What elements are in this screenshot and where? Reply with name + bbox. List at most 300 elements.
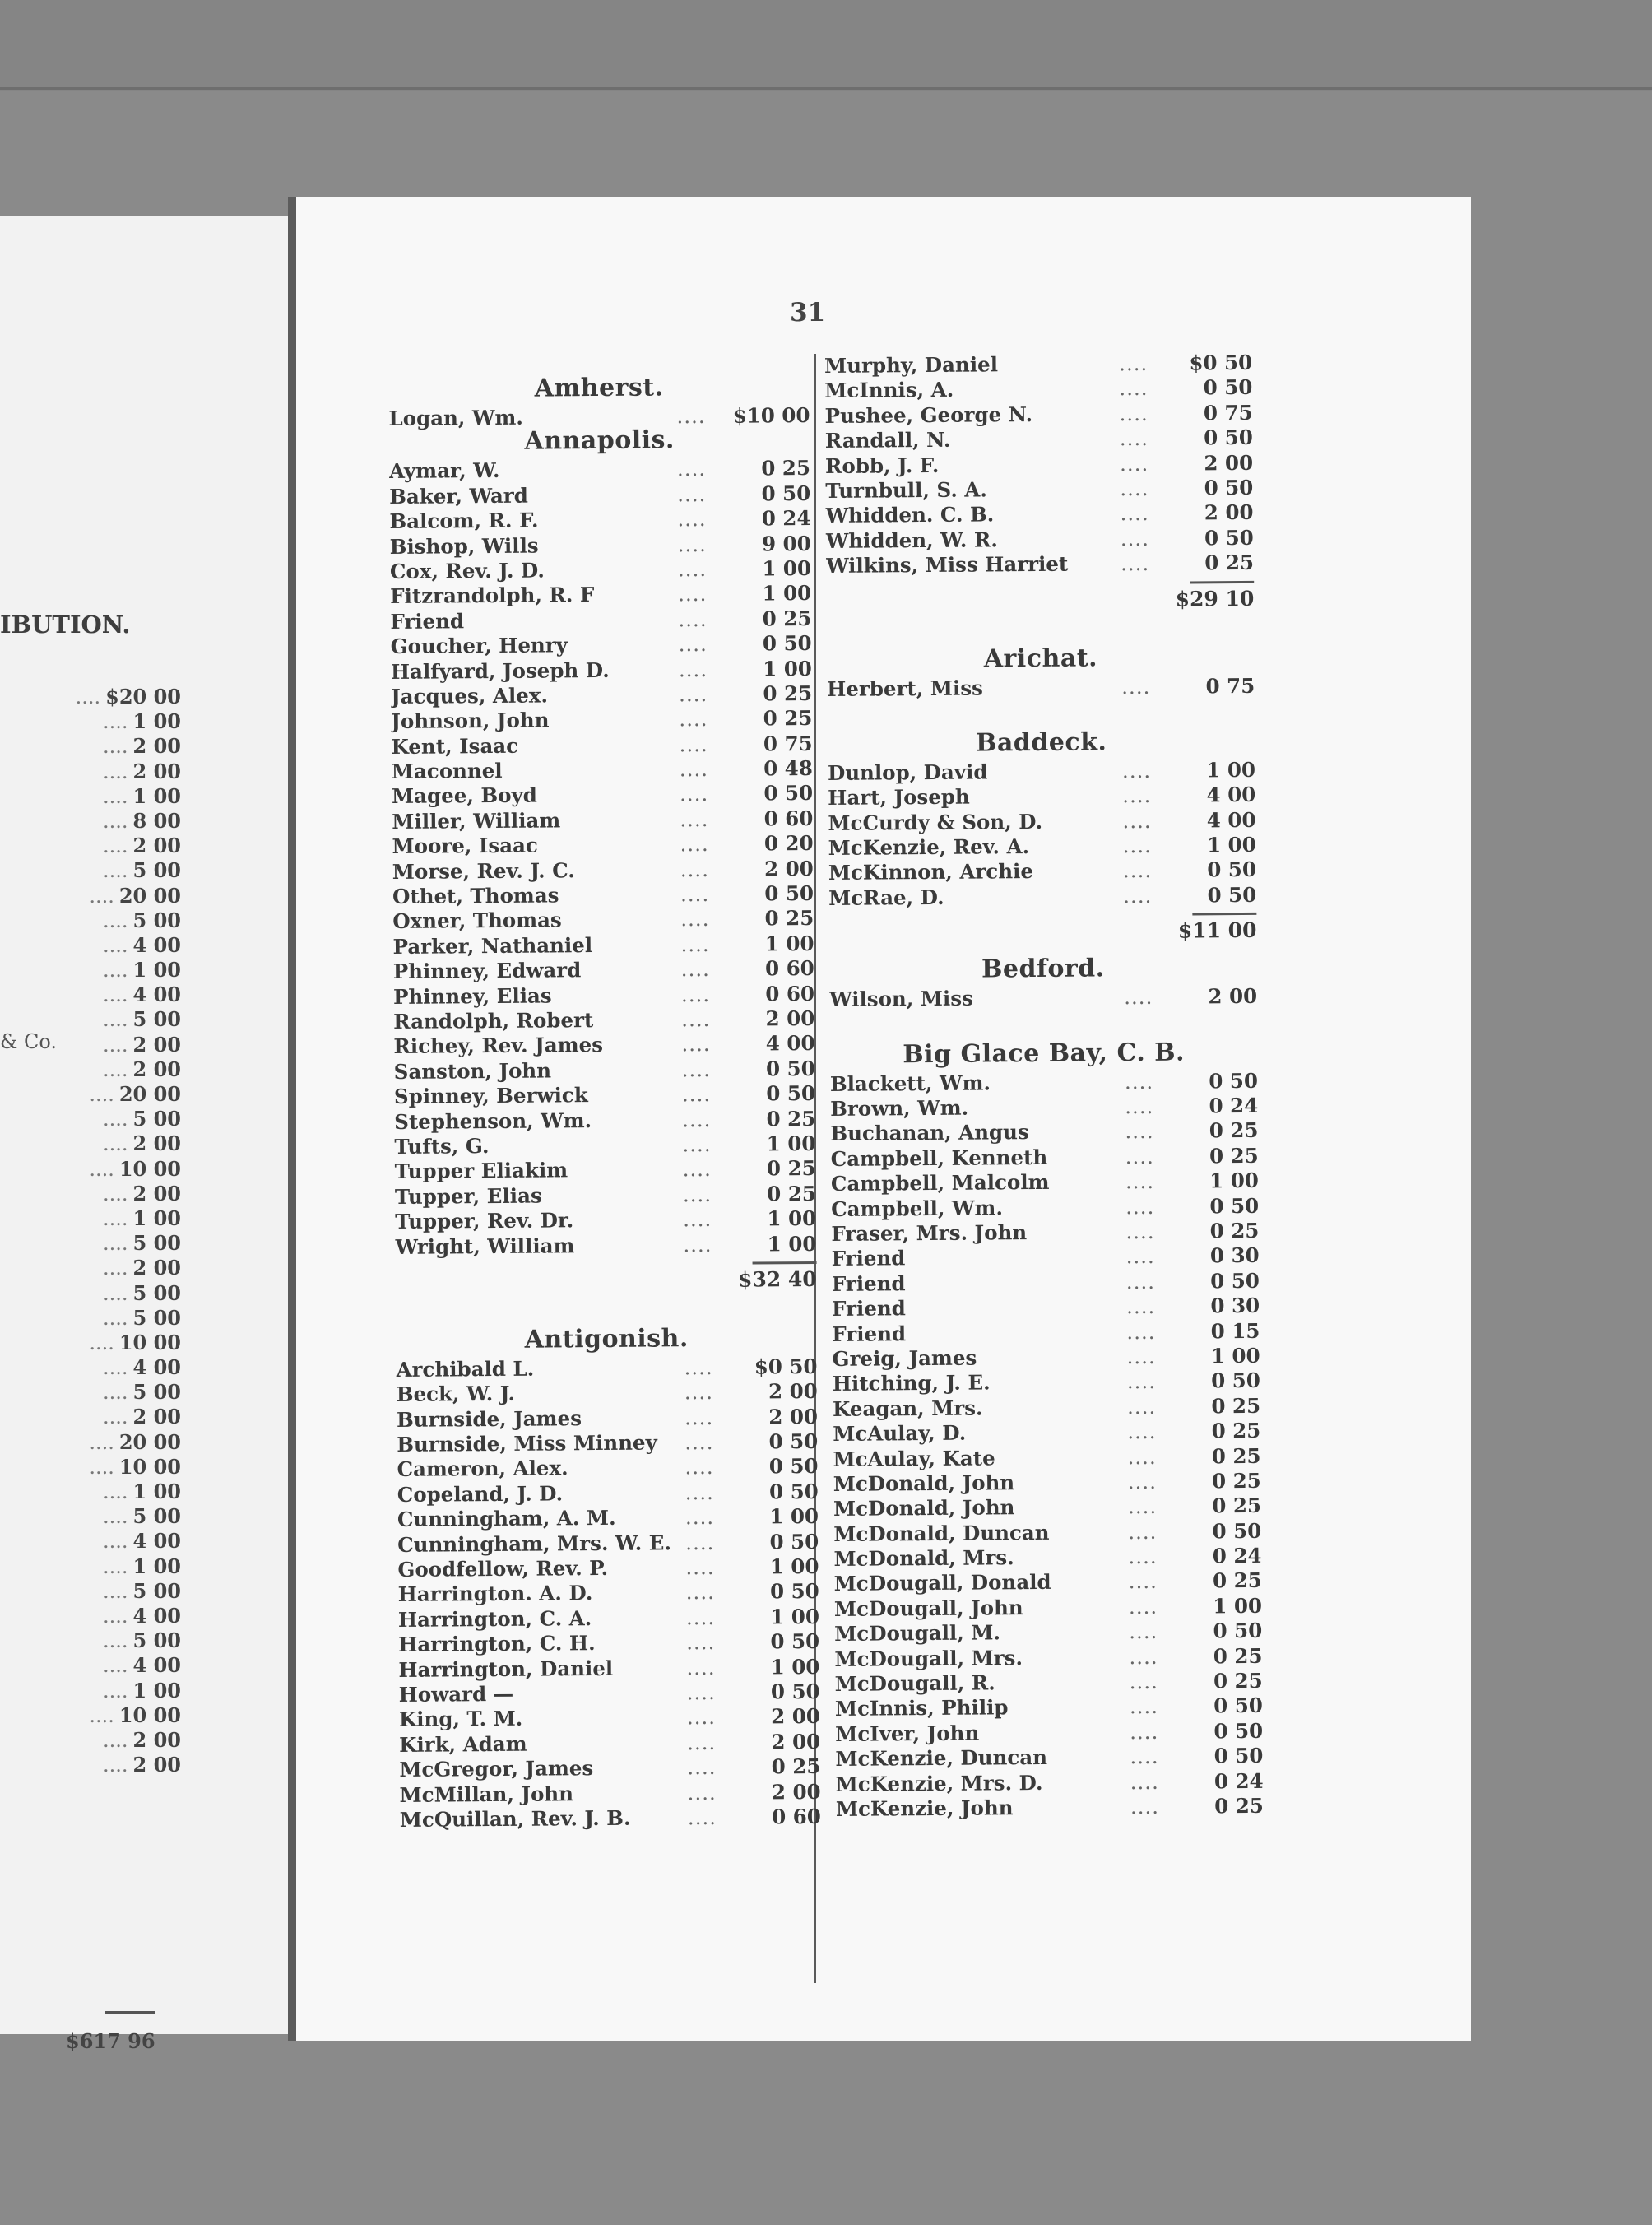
page-number: 31 [790,298,826,327]
list-entry [392,831,813,859]
entry-amount: 0 50 [1213,1693,1264,1718]
entry-amount: 0 75 [1203,400,1253,425]
entry-amount: 1 00 [767,1231,817,1256]
leader-dots: .... [685,1554,715,1580]
left-amount: 10 00 [118,1330,181,1354]
entry-amount: 0 50 [1213,1718,1264,1744]
leader-dots: .... [1130,1769,1159,1794]
list-entry [833,1469,1261,1497]
list-entry [832,1318,1260,1346]
list-entry [396,1354,817,1382]
entry-name: Pushee, George N. [824,402,1033,428]
baddeck-total-rule [1192,913,1256,916]
entry-amount: 0 30 [1210,1294,1260,1318]
leader-dots: .... [681,1082,712,1107]
list-entry [834,1594,1262,1622]
left-amount-row [49,884,181,908]
entry-name: Sanston, John [393,1058,552,1084]
entry-name: Kent, Isaac [391,733,519,759]
list-entry [389,481,810,509]
entry-amount: 1 00 [766,1131,816,1156]
entry-amount: 0 25 [766,1106,816,1131]
left-amount: 5 00 [132,1380,181,1405]
list-entry [828,808,1255,836]
leader-dots: .... [1128,1519,1158,1544]
leader-dots: .... [103,1405,128,1429]
entry-name: Goucher, Henry [390,633,568,659]
background-line [0,87,1652,90]
leader-dots: .... [1125,1294,1156,1319]
left-amount-row [49,1331,181,1355]
entry-amount: 0 25 [1212,1568,1262,1593]
leader-dots: .... [683,1207,712,1232]
left-amount-row [49,834,181,858]
entry-amount: 0 50 [1211,1368,1260,1393]
list-entry [836,1794,1264,1822]
leader-dots: .... [679,757,709,782]
list-entry [390,581,811,609]
list-entry [834,1568,1262,1596]
leader-dots: .... [677,556,708,582]
entry-amount: 1 00 [764,931,814,956]
entry-amount: 9 00 [761,531,811,556]
list-entry [390,532,811,560]
left-amount: 10 00 [118,1156,181,1181]
entry-amount: 0 24 [1212,1543,1262,1568]
entry-name: Keagan, Mrs. [832,1396,983,1421]
entry-name: Howard — [398,1681,514,1707]
list-entry [397,1405,818,1433]
entry-name: Phinney, Edward [392,958,582,984]
leader-dots: .... [89,1455,114,1479]
left-amount-row [49,1380,181,1405]
list-entry [399,1754,820,1782]
leader-dots: .... [686,1655,716,1679]
leader-dots: .... [89,1703,114,1727]
list-entry [830,1118,1258,1146]
entry-name: Cameron, Alex. [397,1456,568,1482]
entry-amount: 0 50 [1207,882,1257,908]
list-entry [392,931,814,959]
leader-dots: .... [103,1206,128,1230]
leader-dots: .... [1126,1394,1157,1419]
entry-amount: 0 20 [763,831,814,856]
left-amount: 2 00 [132,1181,181,1205]
leader-dots: .... [103,1356,128,1380]
leader-dots: .... [103,1530,128,1554]
list-entry [833,1419,1260,1447]
leader-dots: .... [680,832,709,857]
left-amount: 1 00 [132,958,181,982]
leader-dots: .... [686,1705,717,1730]
entry-amount: 0 50 [1213,1619,1263,1643]
entry-amount: 0 50 [766,1081,816,1106]
entry-amount: 0 48 [763,756,813,781]
left-amount-row [49,1679,181,1703]
leader-dots: .... [103,1604,128,1628]
entry-amount: 0 25 [767,1181,817,1206]
left-amount-row [49,1281,181,1306]
entry-amount: 0 25 [1209,1143,1259,1168]
entry-amount: 1 00 [769,1554,819,1579]
leader-dots: .... [682,1157,712,1182]
entry-amount: 0 25 [763,681,813,706]
leader-dots: .... [1126,1319,1156,1344]
spacer [829,1010,1257,1034]
left-amount-row [49,1579,181,1604]
list-entry [828,883,1256,911]
entry-name: Tupper Eliakim [394,1158,568,1184]
leader-dots: .... [684,1380,714,1405]
left-amount: 1 00 [132,1205,181,1230]
leader-dots: .... [103,1232,128,1256]
leader-dots: .... [681,1006,711,1032]
list-entry [399,1679,820,1707]
leader-dots: .... [1119,451,1149,476]
left-amount: 2 00 [132,1256,181,1280]
entry-name: Turnbull, S. A. [825,477,987,503]
entry-name: Herbert, Miss [827,676,983,701]
entry-name: McGregor, James [399,1756,594,1782]
left-amount-row [49,1430,181,1455]
list-entry [393,956,814,984]
left-amount: 10 00 [118,1702,181,1727]
entry-name: McIver, John [835,1721,980,1746]
leader-dots: .... [1120,476,1149,501]
list-entry [399,1730,820,1758]
leader-dots: .... [1128,1544,1158,1569]
list-entry [398,1655,819,1683]
entry-amount: 0 30 [1209,1243,1260,1268]
entry-amount: 4 00 [765,1031,815,1056]
left-amount-row [49,1455,181,1479]
leader-dots: .... [103,933,128,957]
entry-name: Hart, Joseph [828,784,970,811]
left-amount-row [49,1604,181,1628]
entry-amount: 0 25 [1204,550,1255,575]
baddeck-total: $11 00 [1177,918,1257,943]
entry-name: Robb, J. F. [824,453,940,478]
entry-name: Jacques, Alex. [391,683,549,708]
left-amount: 2 00 [132,759,181,783]
list-entry [395,1206,816,1234]
entry-amount: 0 50 [1212,1518,1262,1544]
leader-dots: .... [1127,1469,1158,1494]
entry-name: Archibald L. [396,1356,535,1382]
left-amount: 5 00 [132,1231,181,1256]
left-amount-row [49,1157,181,1182]
leader-dots: .... [1126,1344,1156,1369]
left-amount: 5 00 [132,1628,181,1653]
leader-dots: .... [1126,1369,1157,1394]
list-entry [828,758,1255,786]
entry-name: Buchanan, Angus [830,1120,1029,1146]
entry-name: Wright, William [395,1233,575,1259]
list-entry [389,456,810,484]
leader-dots: .... [89,1430,114,1454]
entry-name: Morse, Rev. J. C. [392,857,575,884]
left-amount-row [49,759,181,784]
list-entry [827,673,1255,701]
entry-amount: 0 50 [768,1479,819,1504]
list-entry [392,756,813,784]
entry-amount: 2 00 [771,1779,821,1804]
list-entry [394,1106,815,1134]
left-amount: 1 00 [132,783,181,808]
left-amount-row [49,908,181,933]
list-entry [393,1031,814,1059]
entry-name: Burnside, Miss Minney [397,1430,657,1457]
list-entry [828,783,1255,811]
left-amount-row [49,1479,181,1504]
left-amount-row [49,1554,181,1579]
entry-amount: 0 25 [762,606,812,631]
leader-dots: .... [1125,1119,1154,1144]
leader-dots: .... [678,632,708,657]
entry-name: McKenzie, Rev. A. [828,834,1030,861]
leader-dots: .... [677,507,707,532]
entry-amount: 0 50 [761,481,811,506]
entry-name: Balcom, R. F. [389,508,539,534]
leader-dots: .... [682,1107,712,1131]
left-amount: 10 00 [118,1454,181,1479]
left-amount: 4 00 [132,932,181,957]
leader-dots: .... [1119,401,1149,425]
section-heading-bedford: Bedford. [981,954,1105,984]
entry-name: McKinnon, Archie [828,859,1034,885]
entry-amount: 0 50 [1207,857,1257,882]
entry-amount: 0 25 [766,1156,816,1181]
entry-amount: 2 00 [1204,450,1254,475]
list-entry [831,1168,1259,1196]
leader-dots: .... [103,1505,128,1529]
left-amount: 20 00 [118,1082,181,1106]
leader-dots: .... [680,931,710,957]
entry-amount: 0 15 [1210,1318,1260,1343]
entry-name: Friend [832,1296,906,1322]
list-entry [393,1006,814,1034]
entry-name: Campbell, Wm. [831,1195,1004,1221]
leader-dots: .... [103,1679,128,1702]
list-entry [394,1057,815,1085]
leader-dots: .... [687,1730,717,1754]
left-amount-row [49,1504,181,1529]
left-amount-row [49,1728,181,1753]
leader-dots: .... [682,1131,712,1157]
list-entry [831,1144,1259,1172]
left-amount: 1 00 [132,1678,181,1702]
left-amount: 2 00 [132,734,181,759]
entry-amount: 0 50 [770,1679,820,1704]
entry-amount: 0 60 [772,1804,821,1829]
entry-name: McCurdy & Son, D. [828,809,1043,835]
left-amount-row [49,1405,181,1429]
left-amount: 20 00 [118,1429,181,1454]
list-entry [392,906,814,934]
entry-amount: 0 25 [1211,1393,1261,1419]
left-amount-row [49,982,181,1007]
leader-dots: .... [1124,985,1153,1010]
entry-amount: 1 00 [770,1654,820,1679]
entry-amount: 1 00 [769,1504,819,1529]
leader-dots: .... [103,710,128,734]
leader-dots: .... [685,1530,715,1554]
entry-amount: $0 50 [754,1354,818,1379]
entry-amount: 0 25 [1211,1418,1261,1443]
entry-amount: 0 25 [1211,1468,1261,1493]
list-entry [390,556,811,584]
section-heading-antigonish: Antigonish. [524,1324,689,1354]
entry-amount: 0 50 [1204,425,1253,450]
leader-dots: .... [678,582,708,606]
leader-dots: .... [1125,1244,1155,1269]
entry-name: McKenzie, Duncan [835,1745,1048,1772]
list-entry [391,656,812,684]
leader-dots: .... [1130,1744,1159,1769]
leader-dots: .... [103,1182,128,1205]
list-entry [399,1704,820,1732]
leader-dots: .... [103,908,128,932]
entry-name: Oxner, Thomas [392,908,562,934]
leader-dots: .... [103,1108,128,1131]
list-entry [824,351,1252,379]
entry-amount: 0 75 [1205,673,1255,698]
entry-name: Beck, W. J. [396,1382,516,1407]
leader-dots: .... [682,1182,712,1206]
entry-name: Tupper, Elias [394,1183,542,1209]
list-entry [389,506,810,534]
leader-dots: .... [103,1057,128,1081]
leader-dots: .... [677,481,707,507]
entry-name: McAulay, Kate [833,1445,995,1471]
list-entry [833,1443,1260,1471]
leader-dots: .... [1120,501,1149,526]
leader-dots: .... [1129,1644,1158,1669]
entry-name: Friend [831,1271,906,1296]
left-amount: 1 00 [132,1554,181,1578]
list-entry [833,1394,1260,1422]
entry-amount: 0 50 [1204,525,1254,550]
entry-name: Fitzrandolph, R. F [390,583,595,609]
list-entry [397,1530,819,1558]
entry-amount: 0 50 [768,1429,819,1454]
list-entry [826,526,1254,554]
entry-name: Friend [831,1246,906,1271]
entry-amount: 1 00 [763,656,812,681]
left-amount-row [49,1529,181,1554]
left-amount: 4 00 [132,1653,181,1678]
entry-amount: $10 00 [732,402,810,428]
leader-dots: .... [684,1455,714,1479]
leader-dots: .... [684,1505,715,1530]
list-entry [825,450,1253,478]
list-entry [834,1619,1262,1647]
left-amount-row [49,1256,181,1280]
list-entry [397,1454,818,1482]
left-amount-row [49,1131,181,1156]
list-entry [392,857,814,885]
leader-dots: .... [1125,1094,1154,1119]
entry-amount: 1 00 [762,581,812,606]
entry-name: McKenzie, Mrs. D. [835,1770,1043,1796]
leader-dots: .... [681,1057,711,1081]
leader-dots: .... [1128,1569,1158,1594]
leader-dots: .... [680,907,710,931]
entry-amount: 1 00 [1206,757,1256,783]
entry-name: McDougall, M. [834,1620,1001,1647]
entry-amount: $0 50 [1189,350,1253,375]
list-entry [825,476,1253,504]
leader-dots: .... [103,809,128,833]
list-entry [831,1219,1259,1247]
entry-amount: 0 50 [763,781,814,806]
entry-name: Magee, Boyd [391,783,537,809]
left-amount-row [49,734,181,759]
entry-name: Baker, Ward [389,483,528,509]
leader-dots: .... [89,1157,114,1181]
entry-name: McMillan, John [399,1781,574,1807]
leader-dots: .... [1129,1619,1158,1644]
left-amount-row [49,1206,181,1231]
entry-amount: 0 25 [761,456,811,481]
leader-dots: .... [685,1580,715,1605]
continued-list [824,351,1254,579]
list-entry [830,1069,1258,1097]
entry-name: Richey, Rev. James [393,1033,604,1059]
list-entry [398,1579,819,1607]
leader-dots: .... [680,881,710,907]
entry-amount: 0 25 [1214,1793,1264,1819]
left-amount-row [49,1231,181,1256]
left-amount-row [49,685,181,709]
leader-dots: .... [1127,1494,1158,1519]
entry-name: Cunningham, Mrs. W. E. [397,1530,672,1557]
entry-name: Spinney, Berwick [393,1083,588,1109]
leader-dots: .... [103,1132,128,1156]
list-entry [832,1294,1260,1322]
entry-name: Goodfellow, Rev. P. [397,1555,609,1582]
antigonish-list [396,1354,821,1832]
section-heading-amherst: Amherst. [534,373,664,403]
left-amount-row [49,1007,181,1032]
entry-name: Whidden, W. R. [825,527,998,553]
entry-amount: 0 24 [1209,1093,1259,1118]
entry-amount: 2 00 [771,1704,820,1729]
entry-amount: 0 60 [765,981,815,1006]
entry-amount: 2 00 [765,1006,815,1031]
entry-name: Murphy, Daniel [824,352,999,378]
entry-amount: 0 25 [1213,1668,1263,1693]
list-entry [391,706,812,734]
list-entry [391,631,812,659]
entry-name: Harrington, C. A. [397,1605,592,1632]
entry-name: Whidden. C. B. [825,502,995,528]
spacer [396,1295,817,1320]
entry-amount: 0 25 [764,906,814,931]
leader-dots: .... [103,1306,128,1330]
list-entry [826,550,1254,578]
list-entry [835,1719,1263,1747]
annapolis-total: $32 40 [737,1266,817,1292]
leader-dots: .... [681,1032,711,1057]
leader-dots: .... [103,834,128,858]
entry-name: Fraser, Mrs. John [831,1220,1028,1246]
entry-amount: 0 25 [1213,1643,1263,1668]
left-amount: 4 00 [132,1529,181,1554]
entry-amount: 4 00 [1206,783,1256,807]
leader-dots: .... [679,681,708,707]
left-amounts-list [49,685,181,1777]
